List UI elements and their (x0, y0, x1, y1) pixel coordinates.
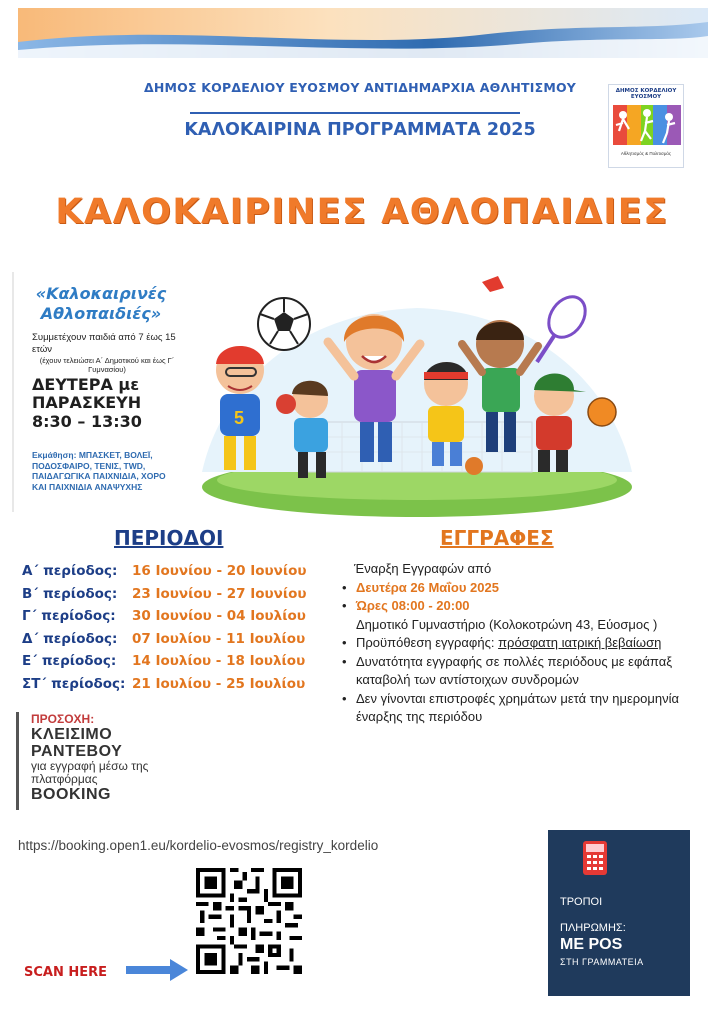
municipality-logo (608, 84, 684, 168)
arrow-right-icon (126, 958, 190, 982)
booking-url-link[interactable]: https://booking.open1.eu/kordelio-evosmos/registry_kordelio (18, 838, 379, 853)
program-name: «Καλοκαιρινές Αθλοπαιδιές» (35, 284, 167, 323)
period-label: Γ΄ περίοδος: (22, 608, 116, 624)
bullet-icon: • (342, 579, 347, 595)
registration-hours-item (340, 597, 710, 616)
period-dates: 07 Ιουλίου - 11 Ιουλίου (132, 630, 306, 647)
registration-heading: ΕΓΓΡΑΦΕΣ (440, 526, 554, 550)
period-dates: 16 Ιουνίου - 20 Ιουνίου (132, 563, 307, 579)
booking-attention-note (16, 712, 176, 810)
registration-refunds: Δεν γίνονται επιστροφές χρημάτων μετά την ημερομηνία έναρξης της περιόδου (356, 690, 679, 724)
registration-multiple: Δυνατότητα εγγραφής σε πολλές περιόδους με εφάπαξ καταβολή των αντίστοιχων συνδρομών (356, 653, 673, 687)
period-label: ΣΤ΄ περίοδος: (22, 675, 126, 692)
period-row (22, 608, 332, 631)
scan-here-label: SCAN HERE (24, 965, 108, 980)
age-note: (έχουν τελειώσει Α΄ Δημοτικού και έως Γ΄ Γυμνασίου) (39, 356, 175, 374)
svg-text:5: 5 (234, 408, 245, 428)
header-wave-banner (18, 8, 708, 58)
payment-line-2: ΠΛΗΡΩΜΗΣ: (560, 922, 626, 934)
medical-certificate-link[interactable]: πρόσφατη ιατρική βεβαίωση (498, 635, 662, 650)
period-row (22, 676, 332, 699)
programs-heading: ΚΑΛΟΚΑΙΡΙΝΑ ΠΡΟΓΡΑΜΜΑΤΑ 2025 (184, 120, 536, 140)
registration-info (340, 560, 710, 727)
registration-prereq-item (340, 634, 710, 653)
period-label: Β΄ περίοδος: (22, 585, 118, 602)
registration-date: Δευτέρα 26 Μαΐου 2025 (356, 579, 499, 595)
platform-note: για εγγραφή μέσω της πλατφόρμας (31, 759, 149, 786)
period-dates: 14 Ιουλίου - 18 Ιουλίου (132, 653, 306, 669)
logo-title: ΔΗΜΟΣ ΚΟΡΔΕΛΙΟΥ ΕΥΟΣΜΟΥ (615, 88, 677, 100)
period-dates: 21 Ιουλίου - 25 Ιουλίου (132, 675, 306, 692)
badminton-racket-icon (537, 290, 593, 362)
bullet-icon: • (342, 690, 347, 706)
registration-start: Έναρξη Εγγραφών από (354, 561, 492, 576)
periods-heading: ΠΕΡΙΟΔΟΙ (114, 526, 224, 550)
payment-methods-card (548, 830, 690, 996)
period-dates: 30 Ιουνίου - 04 Ιουλίου (132, 608, 306, 624)
appointment-label: ΚΛΕΙΣΙΜΟ ΡΑΝΤΕΒΟΥ (31, 726, 123, 760)
soccer-ball-icon (258, 298, 310, 350)
qr-code-icon[interactable] (196, 868, 302, 974)
municipality-heading: ΔΗΜΟΣ ΚΟΡΔΕΛΙΟΥ ΕΥΟΣΜΟΥ ΑΝΤΙΔΗΜΑΡΧΙΑ ΑΘΛΗΤΙΣΜΟΥ (143, 80, 577, 95)
payment-location: ΣΤΗ ΓΡΑΜΜΑΤΕΙΑ (560, 957, 644, 967)
period-label: Ε΄ περίοδος: (22, 653, 117, 669)
registration-date-item (340, 579, 710, 598)
registration-location: Δημοτικό Γυμναστήριο (Κολοκοτρώνη 43, Εύοσμος ) (356, 616, 658, 632)
period-dates: 23 Ιουνίου - 27 Ιουνίου (132, 585, 307, 602)
registration-multiple-item (340, 653, 710, 690)
period-row (22, 586, 332, 609)
payment-line-1: ΤΡΟΠΟΙ (560, 896, 603, 908)
kids-playing-sports-illustration (182, 272, 652, 518)
activities-list: Εκμάθηση: ΜΠΑΣΚΕΤ, ΒΟΛΕΪ, ΠΟΔΟΣΦΑΙΡΟ, ΤΕΝΙΣ, TWD, ΠΑΙΔΑΓΩΓΙΚΑ ΠΑΙΧΝΙΔΙΑ, ΧΟΡΟ ΚΑΙ ΠΑΙΧΝΙΔΙΑ ΑΝΑΨΥΧΗΣ (32, 450, 166, 492)
main-title: ΚΑΛΟΚΑΙΡΙΝΕΣ ΑΘΛΟΠΑΙΔΙΕΣ (55, 192, 669, 232)
program-days: ΔΕΥΤΕΡΑ με ΠΑΡΑΣΚΕΥΗ (32, 375, 142, 412)
pos-terminal-icon (582, 840, 608, 876)
booking-label: BOOKING (31, 786, 111, 803)
payment-pos-label: ΜΕ POS (560, 936, 623, 953)
periods-list (22, 563, 332, 698)
logo-subtitle: Αθλητισμός & Πολιτισμός (620, 151, 672, 156)
registration-prereq-label: Προϋπόθεση εγγραφής: (356, 635, 499, 650)
period-label: Α΄ περίοδος: (22, 563, 118, 579)
period-row (22, 631, 332, 654)
period-row (22, 653, 332, 676)
bullet-icon: • (342, 653, 347, 669)
registration-hours: Ώρες 08:00 - 20:00 (356, 598, 470, 613)
registration-refunds-item (340, 690, 710, 727)
period-label: Δ΄ περίοδος: (22, 630, 118, 647)
header-divider (190, 112, 520, 114)
program-hours: 8:30 – 13:30 (32, 412, 142, 431)
period-row (22, 563, 332, 586)
bullet-icon: • (342, 635, 347, 650)
program-info-card (12, 272, 180, 512)
sports-figures-logo-icon (613, 101, 681, 149)
bullet-icon: • (342, 598, 347, 613)
attention-label: ΠΡΟΣΟΧΗ: (31, 712, 95, 726)
age-participants: Συμμετέχουν παιδιά από 7 έως 15 ετών (32, 332, 176, 355)
